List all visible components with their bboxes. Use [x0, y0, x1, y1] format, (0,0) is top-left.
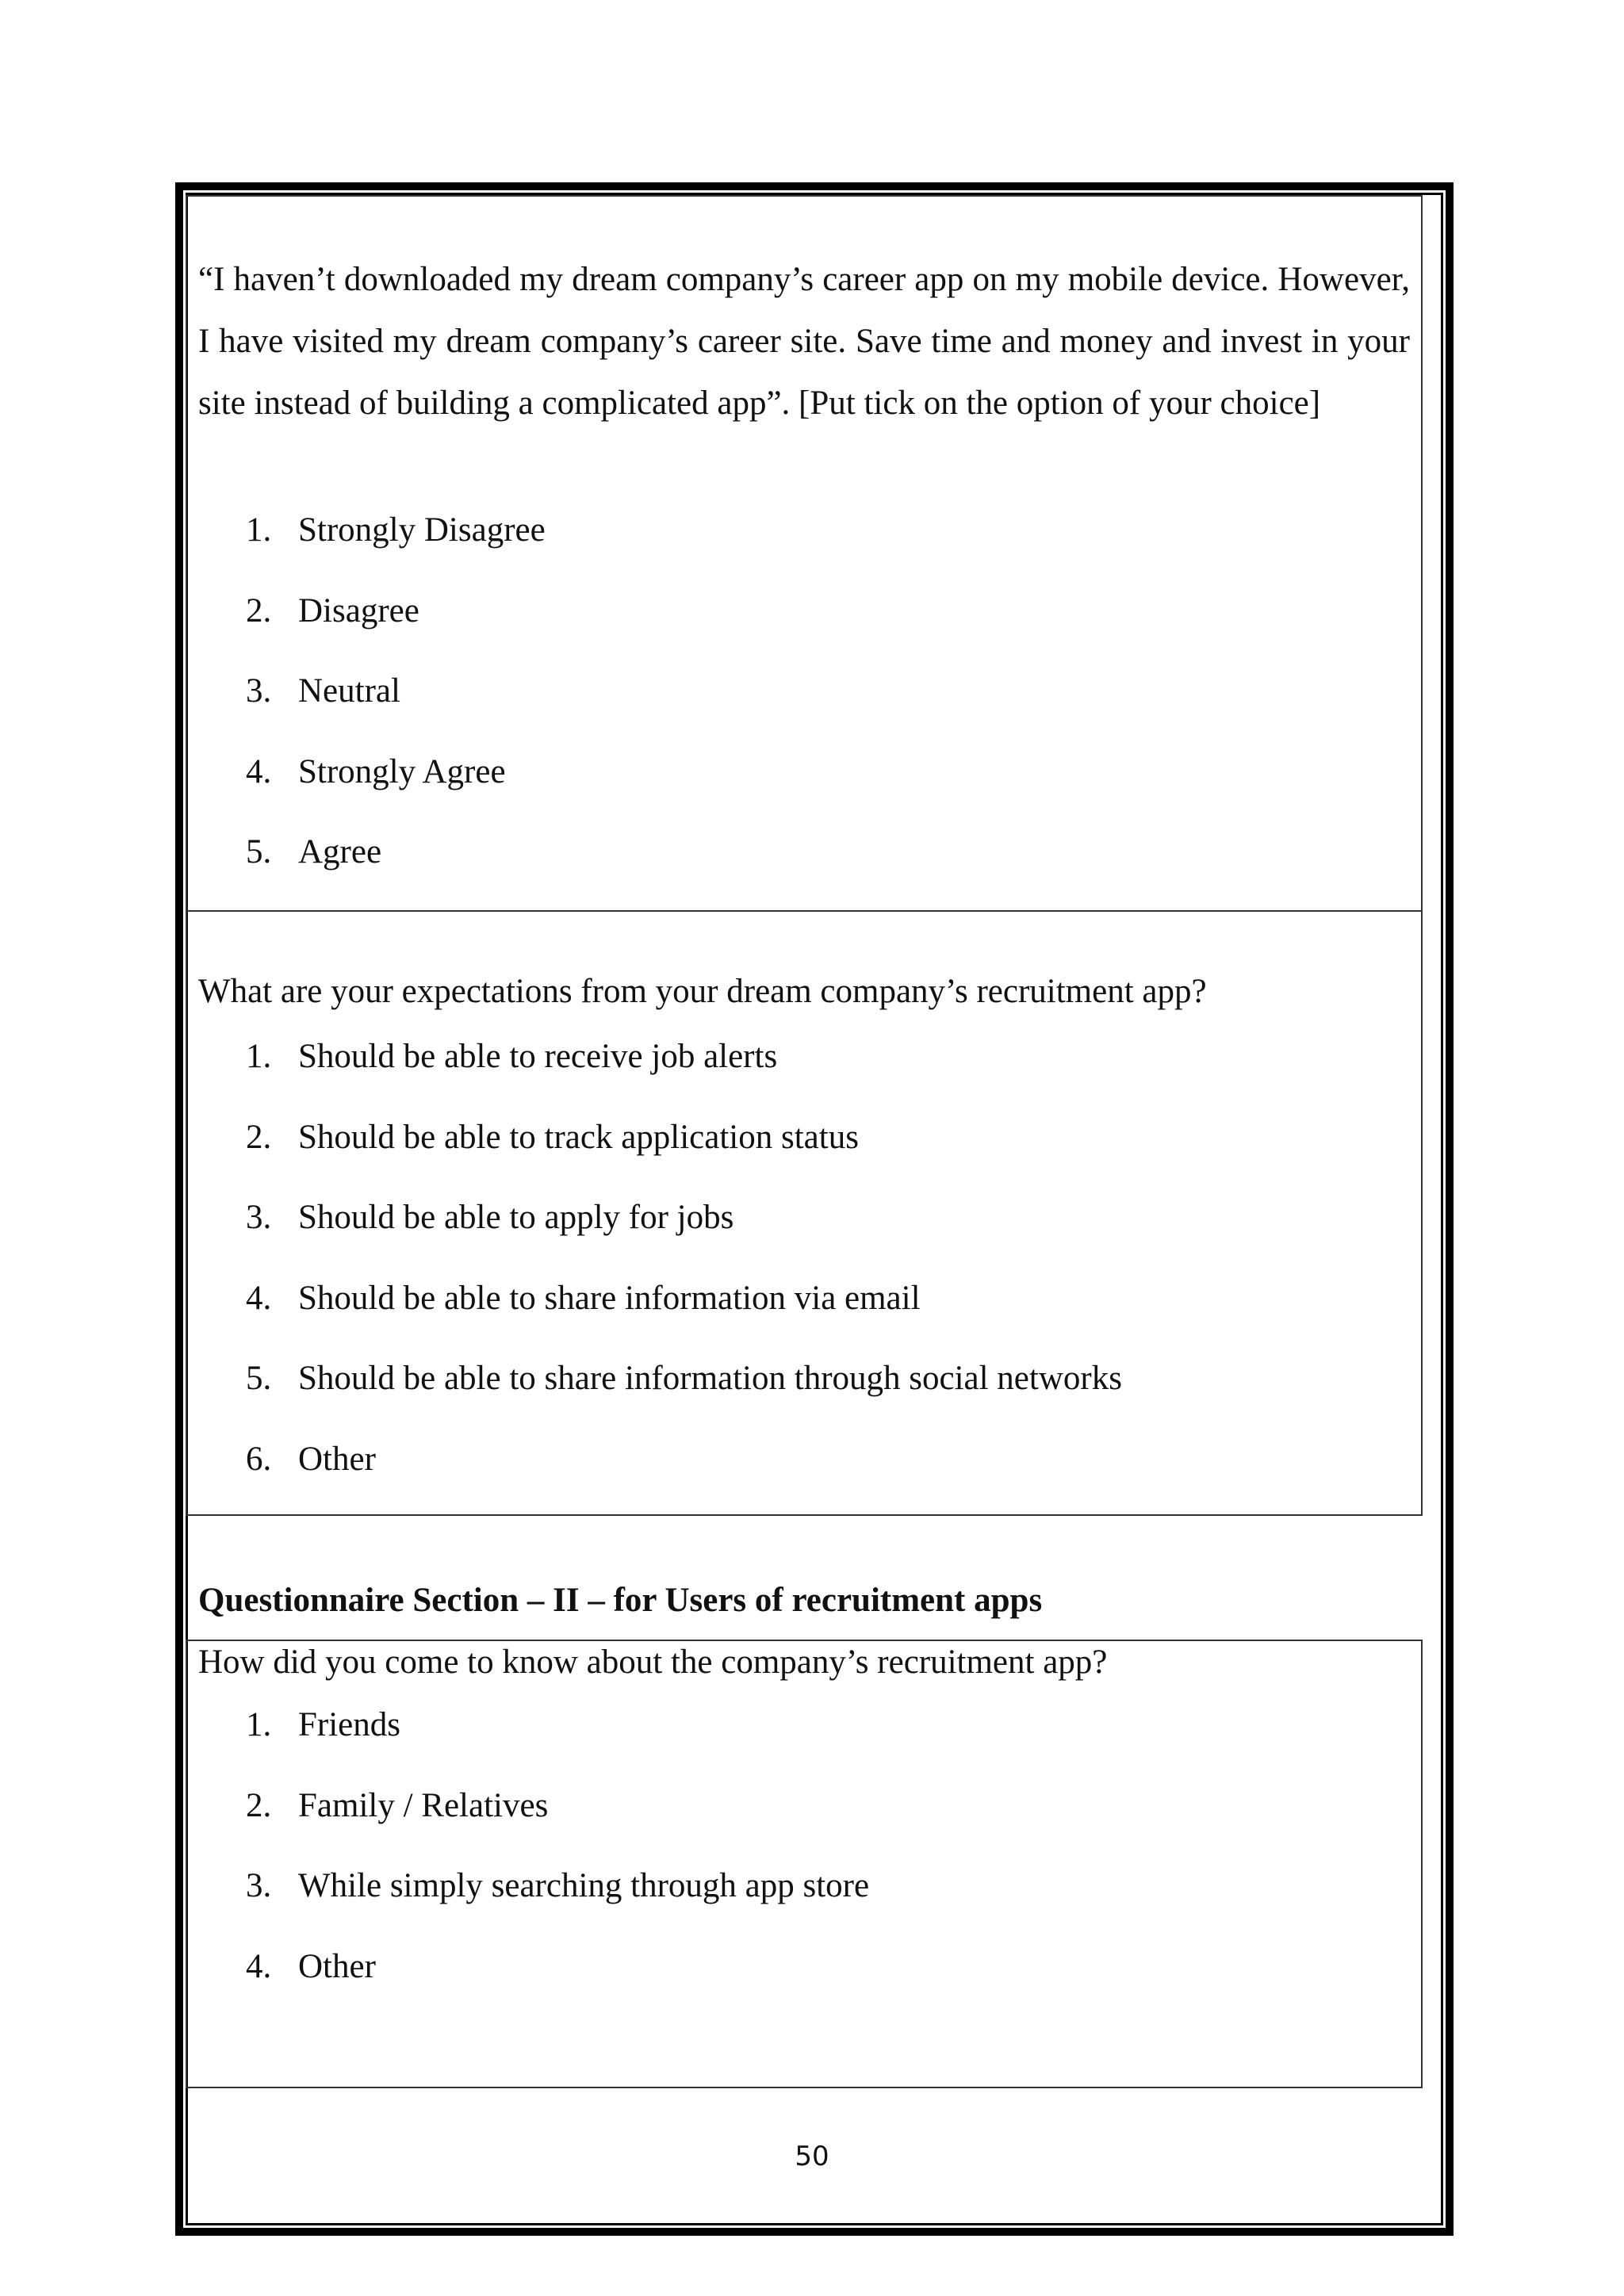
question-3-options [246, 1694, 869, 2016]
question-1-text: “I haven’t downloaded my dream company’s career app on my mobile device. However, I have visited my dream company’s career site. Save time and money and invest in your site instead of building a complicated app”. [Put tick on the option of your choice] [198, 261, 1410, 422]
option-number: 1. [246, 1706, 272, 1743]
section-heading: Questionnaire Section – II – for Users of recruitment apps [198, 1582, 1043, 1619]
question-1-options [246, 499, 546, 902]
option-number: 2. [246, 1118, 272, 1156]
question-2-options [246, 1026, 1122, 1509]
option-item [246, 1429, 1122, 1510]
option-item [246, 1268, 1122, 1349]
option-label: Other [298, 1440, 376, 1478]
option-label: Friends [298, 1706, 400, 1743]
option-item [246, 660, 546, 741]
option-number: 5. [246, 1360, 272, 1397]
option-label: Should be able to share information via email [298, 1279, 921, 1317]
option-number: 4. [246, 752, 272, 790]
option-number: 4. [246, 1279, 272, 1317]
option-item [246, 1936, 869, 2017]
option-item [246, 1187, 1122, 1268]
option-number: 2. [246, 591, 272, 629]
option-label: Family / Relatives [298, 1786, 549, 1824]
option-item [246, 1107, 1122, 1188]
option-label: Strongly Agree [298, 752, 506, 790]
option-label: Disagree [298, 591, 419, 629]
option-item [246, 741, 546, 822]
option-item [246, 1026, 1122, 1107]
option-number: 6. [246, 1440, 272, 1478]
option-item [246, 821, 546, 902]
option-item [246, 499, 546, 580]
page-number: 50 [795, 2141, 829, 2172]
option-item [246, 1855, 869, 1936]
option-label: Should be able to track application status [298, 1118, 859, 1156]
option-number: 3. [246, 1199, 272, 1236]
option-label: Should be able to share information through social networks [298, 1360, 1122, 1397]
option-label: Other [298, 1947, 376, 1985]
option-item [246, 1348, 1122, 1429]
question-2-text: What are your expectations from your dream company’s recruitment app? [198, 973, 1207, 1010]
option-number: 4. [246, 1947, 272, 1985]
question-3-text: How did you come to know about the company’s recruitment app? [198, 1644, 1108, 1681]
option-number: 1. [246, 1038, 272, 1075]
option-number: 2. [246, 1786, 272, 1824]
option-number: 3. [246, 672, 272, 710]
option-label: Strongly Disagree [298, 511, 546, 549]
option-number: 3. [246, 1867, 272, 1904]
option-item [246, 1775, 869, 1856]
option-label: Agree [298, 833, 382, 871]
option-label: Should be able to apply for jobs [298, 1199, 734, 1236]
option-item [246, 580, 546, 661]
option-label: While simply searching through app store [298, 1867, 870, 1904]
option-number: 1. [246, 511, 272, 549]
option-item [246, 1694, 869, 1775]
option-number: 5. [246, 833, 272, 871]
option-label: Should be able to receive job alerts [298, 1038, 778, 1075]
option-label: Neutral [298, 672, 400, 710]
